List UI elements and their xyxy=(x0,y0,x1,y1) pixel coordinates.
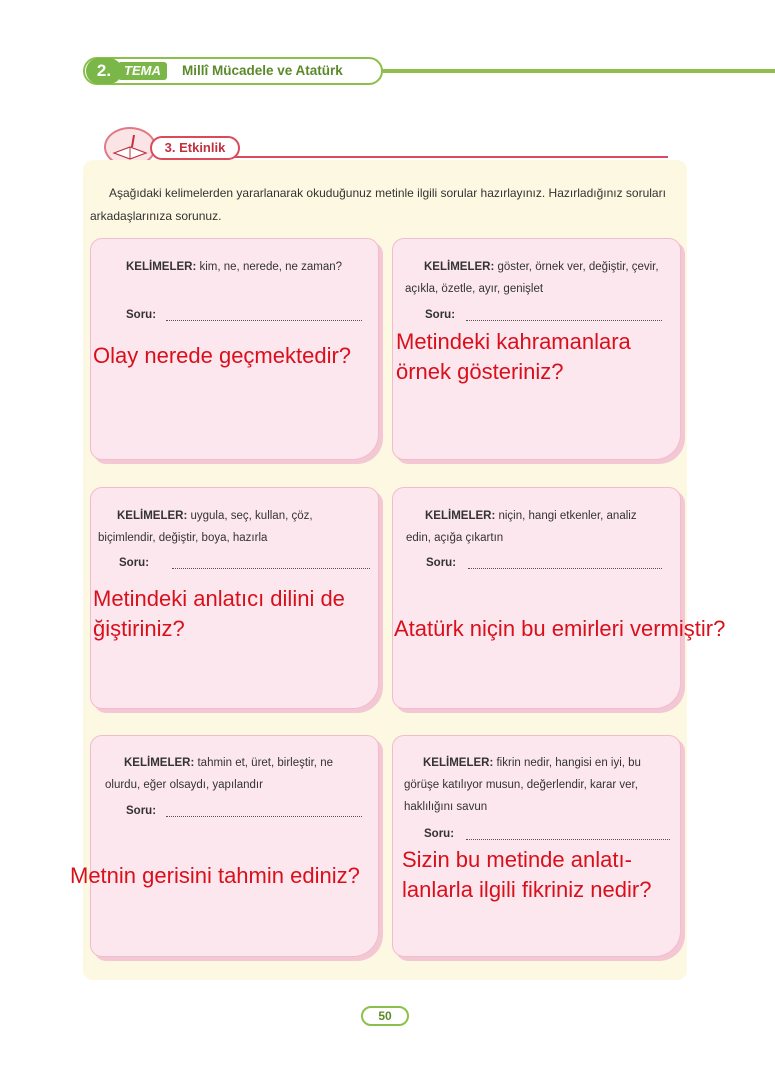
card-4-words-text: niçin, hangi etkenler, analiz edin, açığa çıkartın xyxy=(406,510,637,544)
card-6-answer-line xyxy=(466,839,670,840)
card-4-words xyxy=(406,505,664,549)
card-3-words xyxy=(98,505,370,549)
card-3-answer-line2: ğiştiriniz? xyxy=(93,616,185,641)
card-6-answer-line1: Sizin bu metinde anlatı- xyxy=(402,847,632,872)
activity-label: 3. Etkinlik xyxy=(150,136,240,160)
card-1-words xyxy=(107,256,362,278)
header-rule xyxy=(360,69,775,73)
kelimeler-label: KELİMELER: xyxy=(126,261,197,273)
theme-title: Millî Mücadele ve Atatürk xyxy=(182,63,343,78)
card-3-words-text: uygula, seç, kullan, çöz, biçimlendir, değiştir, boya, hazırla xyxy=(98,510,313,544)
card-4-answer: Atatürk niçin bu emirleri vermiştir? xyxy=(394,616,726,641)
card-2-soru-label: Soru: xyxy=(425,309,456,321)
kelimeler-label: KELİMELER: xyxy=(124,757,195,769)
card-3-answer-line xyxy=(172,568,370,569)
card-1-soru-label: Soru: xyxy=(126,309,157,321)
kelimeler-label: KELİMELER: xyxy=(117,510,188,522)
card-2-answer-line1: Metindeki kahramanlara xyxy=(396,329,631,354)
activity-rule xyxy=(228,156,668,158)
card-2-answer-line2: örnek gösteriniz? xyxy=(396,359,564,384)
kelimeler-label: KELİMELER: xyxy=(423,757,494,769)
card-2-answer-line xyxy=(466,320,662,321)
card-3-answer-line1: Metindeki anlatıcı dilini de xyxy=(93,586,345,611)
card-5-words-text: tahmin et, üret, birleştir, ne olurdu, eğer olsaydı, yapılandır xyxy=(105,757,333,791)
kelimeler-label: KELİMELER: xyxy=(424,261,495,273)
card-4-answer-line xyxy=(468,568,662,569)
card-1-words-text: kim, ne, nerede, ne zaman? xyxy=(199,261,343,273)
theme-number: 2. xyxy=(86,58,122,84)
card-2-words xyxy=(405,256,670,300)
card-5-soru-label: Soru: xyxy=(126,805,157,817)
card-6-soru-label: Soru: xyxy=(424,828,455,840)
card-2-words-text: göster, örnek ver, değiştir, çevir, açıkla, özetle, ayır, genişlet xyxy=(405,261,659,295)
card-5-words xyxy=(105,752,363,796)
card-6-words-text: fikrin nedir, hangisi en iyi, bu görüşe katılıyor musun, değerlendir, karar ver, haklılığını savun xyxy=(404,757,641,813)
card-6-answer-line2: lanlarla ilgili fikriniz nedir? xyxy=(402,877,652,902)
card-1-answer-line xyxy=(166,320,362,321)
theme-badge: TEMA xyxy=(118,62,167,80)
card-3-soru-label: Soru: xyxy=(119,557,150,569)
page-number: 50 xyxy=(361,1006,409,1026)
card-6-words xyxy=(404,752,670,818)
card-5-answer-line xyxy=(166,816,362,817)
card-4-soru-label: Soru: xyxy=(426,557,457,569)
card-1-answer: Olay nerede geçmektedir? xyxy=(93,343,352,368)
kelimeler-label: KELİMELER: xyxy=(425,510,496,522)
instructions: Aşağıdaki kelimelerden yararlanarak okuduğunuz metinle ilgili sorular hazırlayınız. Hazırladığınız soruları arkadaşlarınıza sorunuz. xyxy=(90,186,666,223)
card-5-answer: Metnin gerisini tahmin ediniz? xyxy=(70,863,360,888)
